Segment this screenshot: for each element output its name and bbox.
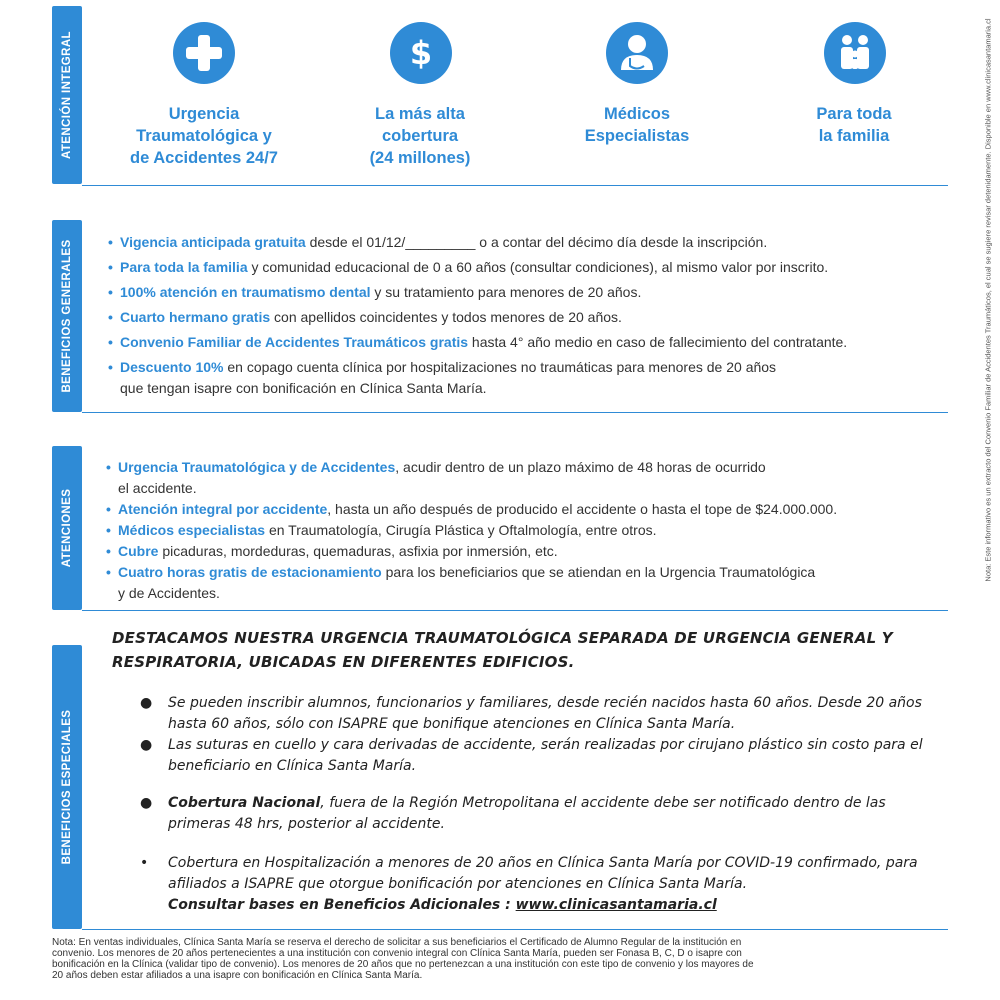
item-text: , fuera de la Región Metropolitana el accidente debe ser notificado dentro de las	[320, 795, 886, 811]
item-text: para los beneficiarios que se atiendan en la Urgencia Traumatológica	[381, 564, 816, 580]
item-text: en copago cuenta clínica por hospitalizaciones no traumáticas para menores de 20 años	[223, 359, 777, 375]
section-label: BENEFICIOS GENERALES	[61, 239, 73, 393]
item-continuation: que tengan isapre con bonificación en Clínica Santa María.	[120, 380, 487, 396]
list-item	[106, 520, 837, 541]
item-continuation: y de Accidentes.	[118, 585, 220, 601]
medical-cross-icon	[173, 22, 235, 84]
section-divider	[82, 929, 948, 930]
item-bold: Médicos especialistas	[118, 522, 266, 538]
item-line	[168, 793, 923, 814]
headline-line: DESTACAMOS NUESTRA URGENCIA TRAUMATOLÓGICA SEPARADA DE URGENCIA GENERAL Y	[112, 629, 893, 647]
note-line: convenio. Los menores de 20 años pertenecientes a una institución con convenio integral con Clínica Santa María, pueden ser Fonasa B, C, D o isapre con	[52, 948, 742, 959]
feature-line: Urgencia	[168, 105, 240, 123]
bases-text: Consultar bases en Beneficios Adicionales :	[168, 897, 516, 913]
list-item	[106, 499, 837, 520]
item-line: Cobertura en Hospitalización a menores de 20 años en Clínica Santa María por COVID-19 confirmado, para	[168, 855, 918, 871]
item-text: picaduras, mordeduras, quemaduras, asfixia por inmersión, etc.	[158, 543, 558, 559]
item-line: hasta 60 años, sólo con ISAPRE que bonifique atenciones en Clínica Santa María.	[168, 716, 736, 732]
feature-line: cobertura	[381, 127, 459, 145]
list-item	[140, 853, 923, 916]
list-item	[106, 562, 837, 604]
list-item	[140, 693, 923, 735]
website-link[interactable]: www.clinicasantamaria.cl	[515, 897, 717, 913]
section-divider	[82, 610, 948, 611]
list-item	[106, 457, 837, 499]
feature-urgencia	[104, 103, 304, 169]
section-label: BENEFICIOS ESPECIALES	[61, 709, 73, 865]
feature-familia	[754, 103, 954, 147]
feature-line: Especialistas	[584, 127, 690, 145]
list-item	[108, 357, 847, 399]
item-line	[168, 895, 923, 916]
section-tab-atencion-integral	[52, 6, 82, 184]
headline-line: RESPIRATORIA, UBICADAS EN DIFERENTES EDIFICIOS.	[112, 653, 575, 671]
item-bold: Cuarto hermano gratis	[120, 309, 271, 325]
feature-medicos	[537, 103, 737, 147]
footer-note	[52, 937, 754, 981]
bullet-icon: •	[140, 855, 149, 871]
bullet-icon: ●	[140, 737, 153, 753]
feature-line: (24 millones)	[369, 149, 471, 167]
list-item	[108, 307, 847, 328]
item-bold: Urgencia Traumatológica y de Accidentes	[118, 459, 396, 475]
item-line: Las suturas en cuello y cara derivadas de accidente, serán realizadas por cirujano plástico sin costo para el	[168, 737, 923, 753]
section-divider	[82, 412, 948, 413]
item-bold: Cuatro horas gratis de estacionamiento	[118, 564, 382, 580]
list-item	[106, 541, 837, 562]
item-bold: 100% atención en traumatismo dental	[120, 284, 371, 300]
svg-text:$: $	[409, 34, 433, 72]
item-line: primeras 48 hrs, posterior al accidente.	[168, 816, 445, 832]
note-line: 20 años deben estar afiliados a una isapre con bonificación en Clínica Santa María.	[52, 970, 423, 981]
section-tab-atenciones	[52, 446, 82, 610]
section-tab-beneficios-especiales	[52, 645, 82, 929]
note-line: Nota: En ventas individuales, Clínica Santa María se reserva el derecho de solicitar a sus beneficiarios el Certificado de Alumno Regular de la institución en	[52, 937, 742, 948]
item-text: en Traumatología, Cirugía Plástica y Oftalmología, entre otros.	[265, 522, 657, 538]
side-note-text: Nota: Este informativo es un extracto del Convenio Familiar de Accidentes Traumáticos, el cual se sugiere revisar detenidamente. Disponible en www.clinicasantamaria.cl	[983, 18, 993, 582]
section-label: ATENCIÓN INTEGRAL	[61, 31, 73, 159]
list-item	[140, 793, 923, 835]
item-text: desde el 01/12/_________ o a contar del décimo día desde la inscripción.	[305, 234, 768, 250]
section-divider	[82, 185, 948, 186]
feature-line: Para toda	[816, 105, 892, 123]
list-item	[108, 257, 847, 278]
item-line: afiliados a ISAPRE que otorgue bonificación por atenciones en Clínica Santa María.	[168, 876, 748, 892]
beneficios-especiales-list	[140, 693, 923, 916]
section-label: ATENCIONES	[61, 488, 73, 568]
bullet-icon: ●	[140, 695, 153, 711]
item-text: y comunidad educacional de 0 a 60 años (consultar condiciones), al mismo valor por inscrito.	[247, 259, 829, 275]
item-text: hasta 4° año medio en caso de fallecimiento del contratante.	[468, 334, 848, 350]
item-bold: Cobertura Nacional	[168, 795, 321, 811]
doctor-icon	[606, 22, 668, 84]
list-item	[140, 735, 923, 777]
item-text: con apellidos coincidentes y todos menores de 20 años.	[270, 309, 622, 325]
item-continuation: el accidente.	[118, 480, 197, 496]
list-item	[108, 332, 847, 353]
item-bold: Vigencia anticipada gratuita	[120, 234, 306, 250]
item-line: beneficiario en Clínica Santa María.	[168, 758, 417, 774]
feature-line: Médicos	[603, 105, 671, 123]
feature-line: la familia	[818, 127, 890, 145]
feature-cobertura	[320, 103, 520, 169]
bullet-icon: ●	[140, 795, 153, 811]
feature-line: Traumatológica y	[136, 127, 272, 145]
item-bold: Descuento 10%	[120, 359, 224, 375]
headline	[112, 626, 893, 674]
item-bold: Convenio Familiar de Accidentes Traumáticos gratis	[120, 334, 469, 350]
dollar-icon	[390, 22, 452, 84]
list-item	[108, 232, 847, 253]
beneficios-generales-list	[108, 232, 847, 399]
family-icon	[824, 22, 886, 84]
feature-line: La más alta	[375, 105, 465, 123]
section-tab-beneficios-generales	[52, 220, 82, 412]
note-line: bonificación en la Clínica (validar tipo de convenio). Los menores de 20 años que no pertenezcan a una institución con este tipo de convenio y los mayores de	[52, 959, 754, 970]
item-line: Se pueden inscribir alumnos, funcionarios y familiares, desde recién nacidos hasta 60 años. Desde 20 años	[168, 695, 922, 711]
atenciones-list	[106, 457, 837, 604]
item-text: , hasta un año después de producido el accidente o hasta el tope de $24.000.000.	[327, 501, 838, 517]
item-text: , acudir dentro de un plazo máximo de 48 horas de ocurrido	[395, 459, 766, 475]
item-bold: Para toda la familia	[120, 259, 248, 275]
item-bold: Cubre	[118, 543, 159, 559]
feature-line: de Accidentes 24/7	[130, 149, 278, 167]
list-item	[108, 282, 847, 303]
item-text: y su tratamiento para menores de 20 años.	[370, 284, 642, 300]
item-bold: Atención integral por accidente	[118, 501, 328, 517]
